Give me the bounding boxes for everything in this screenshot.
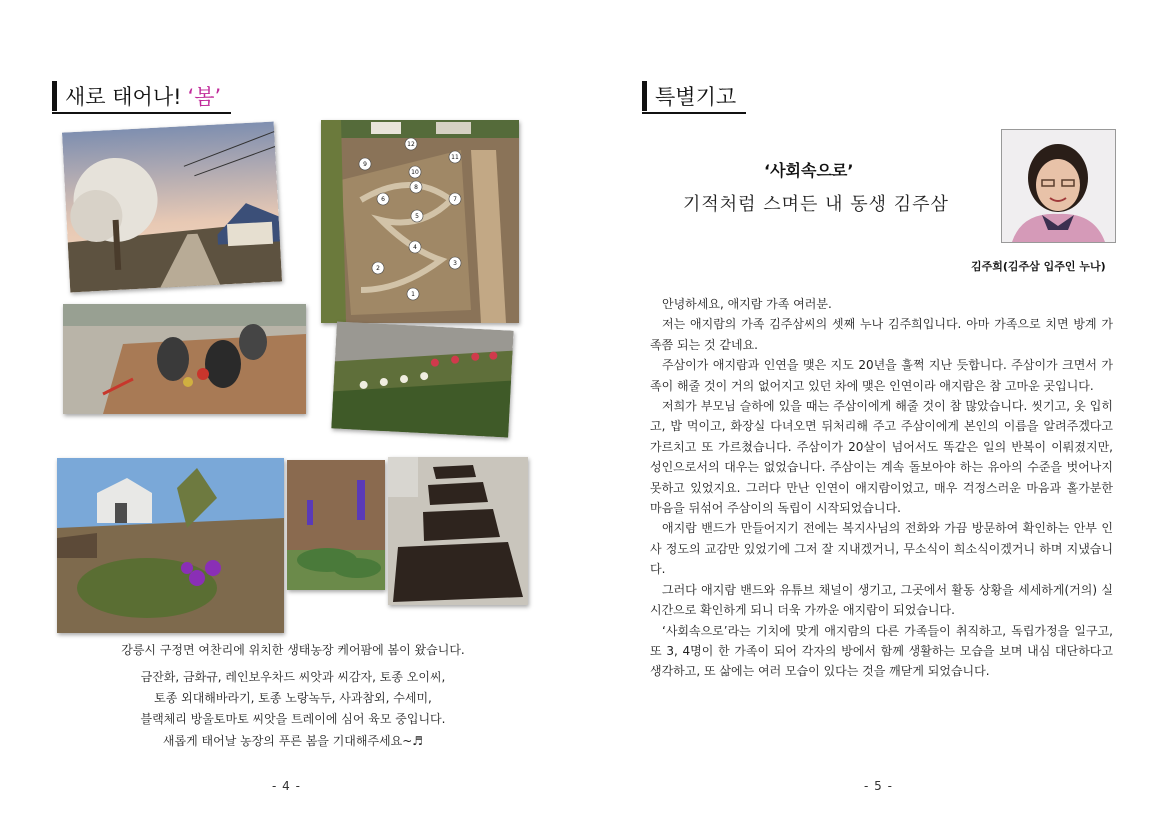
svg-text:3: 3 [453, 260, 457, 267]
page-number: - 4 - [272, 779, 301, 793]
caption-line: 금잔화, 금화규, 레인보우차드 씨앗과 씨감자, 토종 오이씨, [140, 670, 446, 684]
page-number: - 5 - [864, 779, 893, 793]
svg-text:12: 12 [407, 141, 415, 148]
title-bar [642, 81, 647, 111]
caption-line: 토종 외대해바라기, 토종 노랑녹두, 사과참외, 수세미, [154, 691, 432, 705]
section-title-special [642, 80, 746, 114]
paragraph: 주삼이가 애지람과 인연을 맺은 지도 20년을 훌쩍 지난 듯합니다. 주삼이가 크면서 가족이 해줄 것이 거의 없어지고 있던 차에 맺은 인연이라 애지람은 참 고마운 곳입니다. [650, 358, 1113, 393]
right-page [588, 0, 1176, 831]
svg-text:4: 4 [413, 244, 417, 251]
svg-text:9: 9 [363, 161, 367, 168]
caption-closing: 새롭게 태어날 농장의 푸른 봄을 기대해주세요~♬ [162, 734, 424, 748]
caption-line: 블랙체리 방울토마토 씨앗을 트레이에 심어 육모 중입니다. [140, 712, 446, 726]
photo-house-flowers [57, 458, 284, 633]
svg-text:1: 1 [411, 291, 415, 298]
article-kicker: ‘사회속으로’ [764, 161, 854, 180]
paragraph: 그러다 애지람 밴드와 유튜브 채널이 생기고, 그곳에서 활동 상황을 세세하게(거의) 실시간으로 확인하게 되니 더욱 가까운 애지람이 되었습니다. [650, 582, 1113, 618]
title-accent: ‘봄’ [187, 85, 222, 109]
author-photo [1001, 129, 1116, 243]
svg-text:8: 8 [414, 184, 418, 191]
section-title-spring [52, 80, 231, 114]
article-body [650, 294, 1113, 682]
paragraph: 애지람 밴드가 만들어지기 전에는 복지사님의 전화와 가끔 방문하여 확인하는 안부 인사 정도의 교감만 있었기에 그저 잘 지내겠거니, 무소식이 희소식이겠거니 하며 지냈습니다. [650, 521, 1113, 577]
paragraph: 저희가 부모님 슬하에 있을 때는 주삼이에게 해줄 것이 참 많았습니다. 씻기고, 옷 입히고, 밥 먹이고, 화장실 다녀오면 뒤처리해 주고 주삼이에게 본인의 이름을 알려주겠다고 가르치고 또 가르쳤습니다. 주삼이가 20살이 넘어서도 똑같은 일의 반복이 이뤄졌지만, 성인으로서의 대우는 없었습니다. 주삼이는 계속 돌보아야 하는 유아의 수준을 벗어나지 못하고 있었지요. 그러다 만난 인연이 애지람이었고, 매우 걱정스러운 마음과 홀가분한 마음을 뒤섞어 주삼이의 독립이 시작되었습니다. [650, 399, 1113, 516]
paragraph: ‘사회속으로’라는 기치에 맞게 애지람의 다른 가족들이 취직하고, 독립가정을 일구고, 또 3, 4명이 한 가족이 되어 각자의 방에서 함께 생활하는 모습을 보며 내심 대단하다고 생각하고, 또 삶에는 여러 모습이 있다는 것을 깨닫게 되었습니다. [650, 623, 1113, 679]
title-text: 새로 태어나! [65, 85, 182, 109]
title-bar [52, 81, 57, 111]
photo-tulips [331, 321, 513, 437]
author-name: 김주희(김주삼 입주인 누나) [971, 260, 1106, 273]
photo-blossom-road [62, 122, 282, 293]
svg-text:10: 10 [411, 169, 419, 176]
paragraph: 저는 애지람의 가족 김주삼씨의 셋째 누나 김주희입니다. 아마 가족으로 치면 방계 가족쯤 되는 것 같네요. [650, 317, 1113, 352]
photo-garden-map [321, 120, 519, 323]
title-text: 특별기고 [655, 85, 737, 109]
article-headline: 기적처럼 스며든 내 동생 김주삼 [683, 194, 949, 215]
photo-seed-trays [388, 457, 528, 605]
caption-location: 강릉시 구정면 여찬리에 위치한 생태농장 케어팜에 봄이 왔습니다. [121, 643, 465, 657]
caption-seeds [58, 667, 528, 730]
photo-people-planting [63, 304, 306, 414]
svg-text:6: 6 [381, 196, 385, 203]
photo-purple-flowers [287, 460, 385, 590]
svg-text:11: 11 [451, 154, 459, 161]
paragraph: 안녕하세요, 애지람 가족 여러분. [662, 297, 832, 311]
svg-text:2: 2 [376, 265, 380, 272]
svg-text:7: 7 [453, 196, 457, 203]
svg-text:5: 5 [415, 213, 419, 220]
